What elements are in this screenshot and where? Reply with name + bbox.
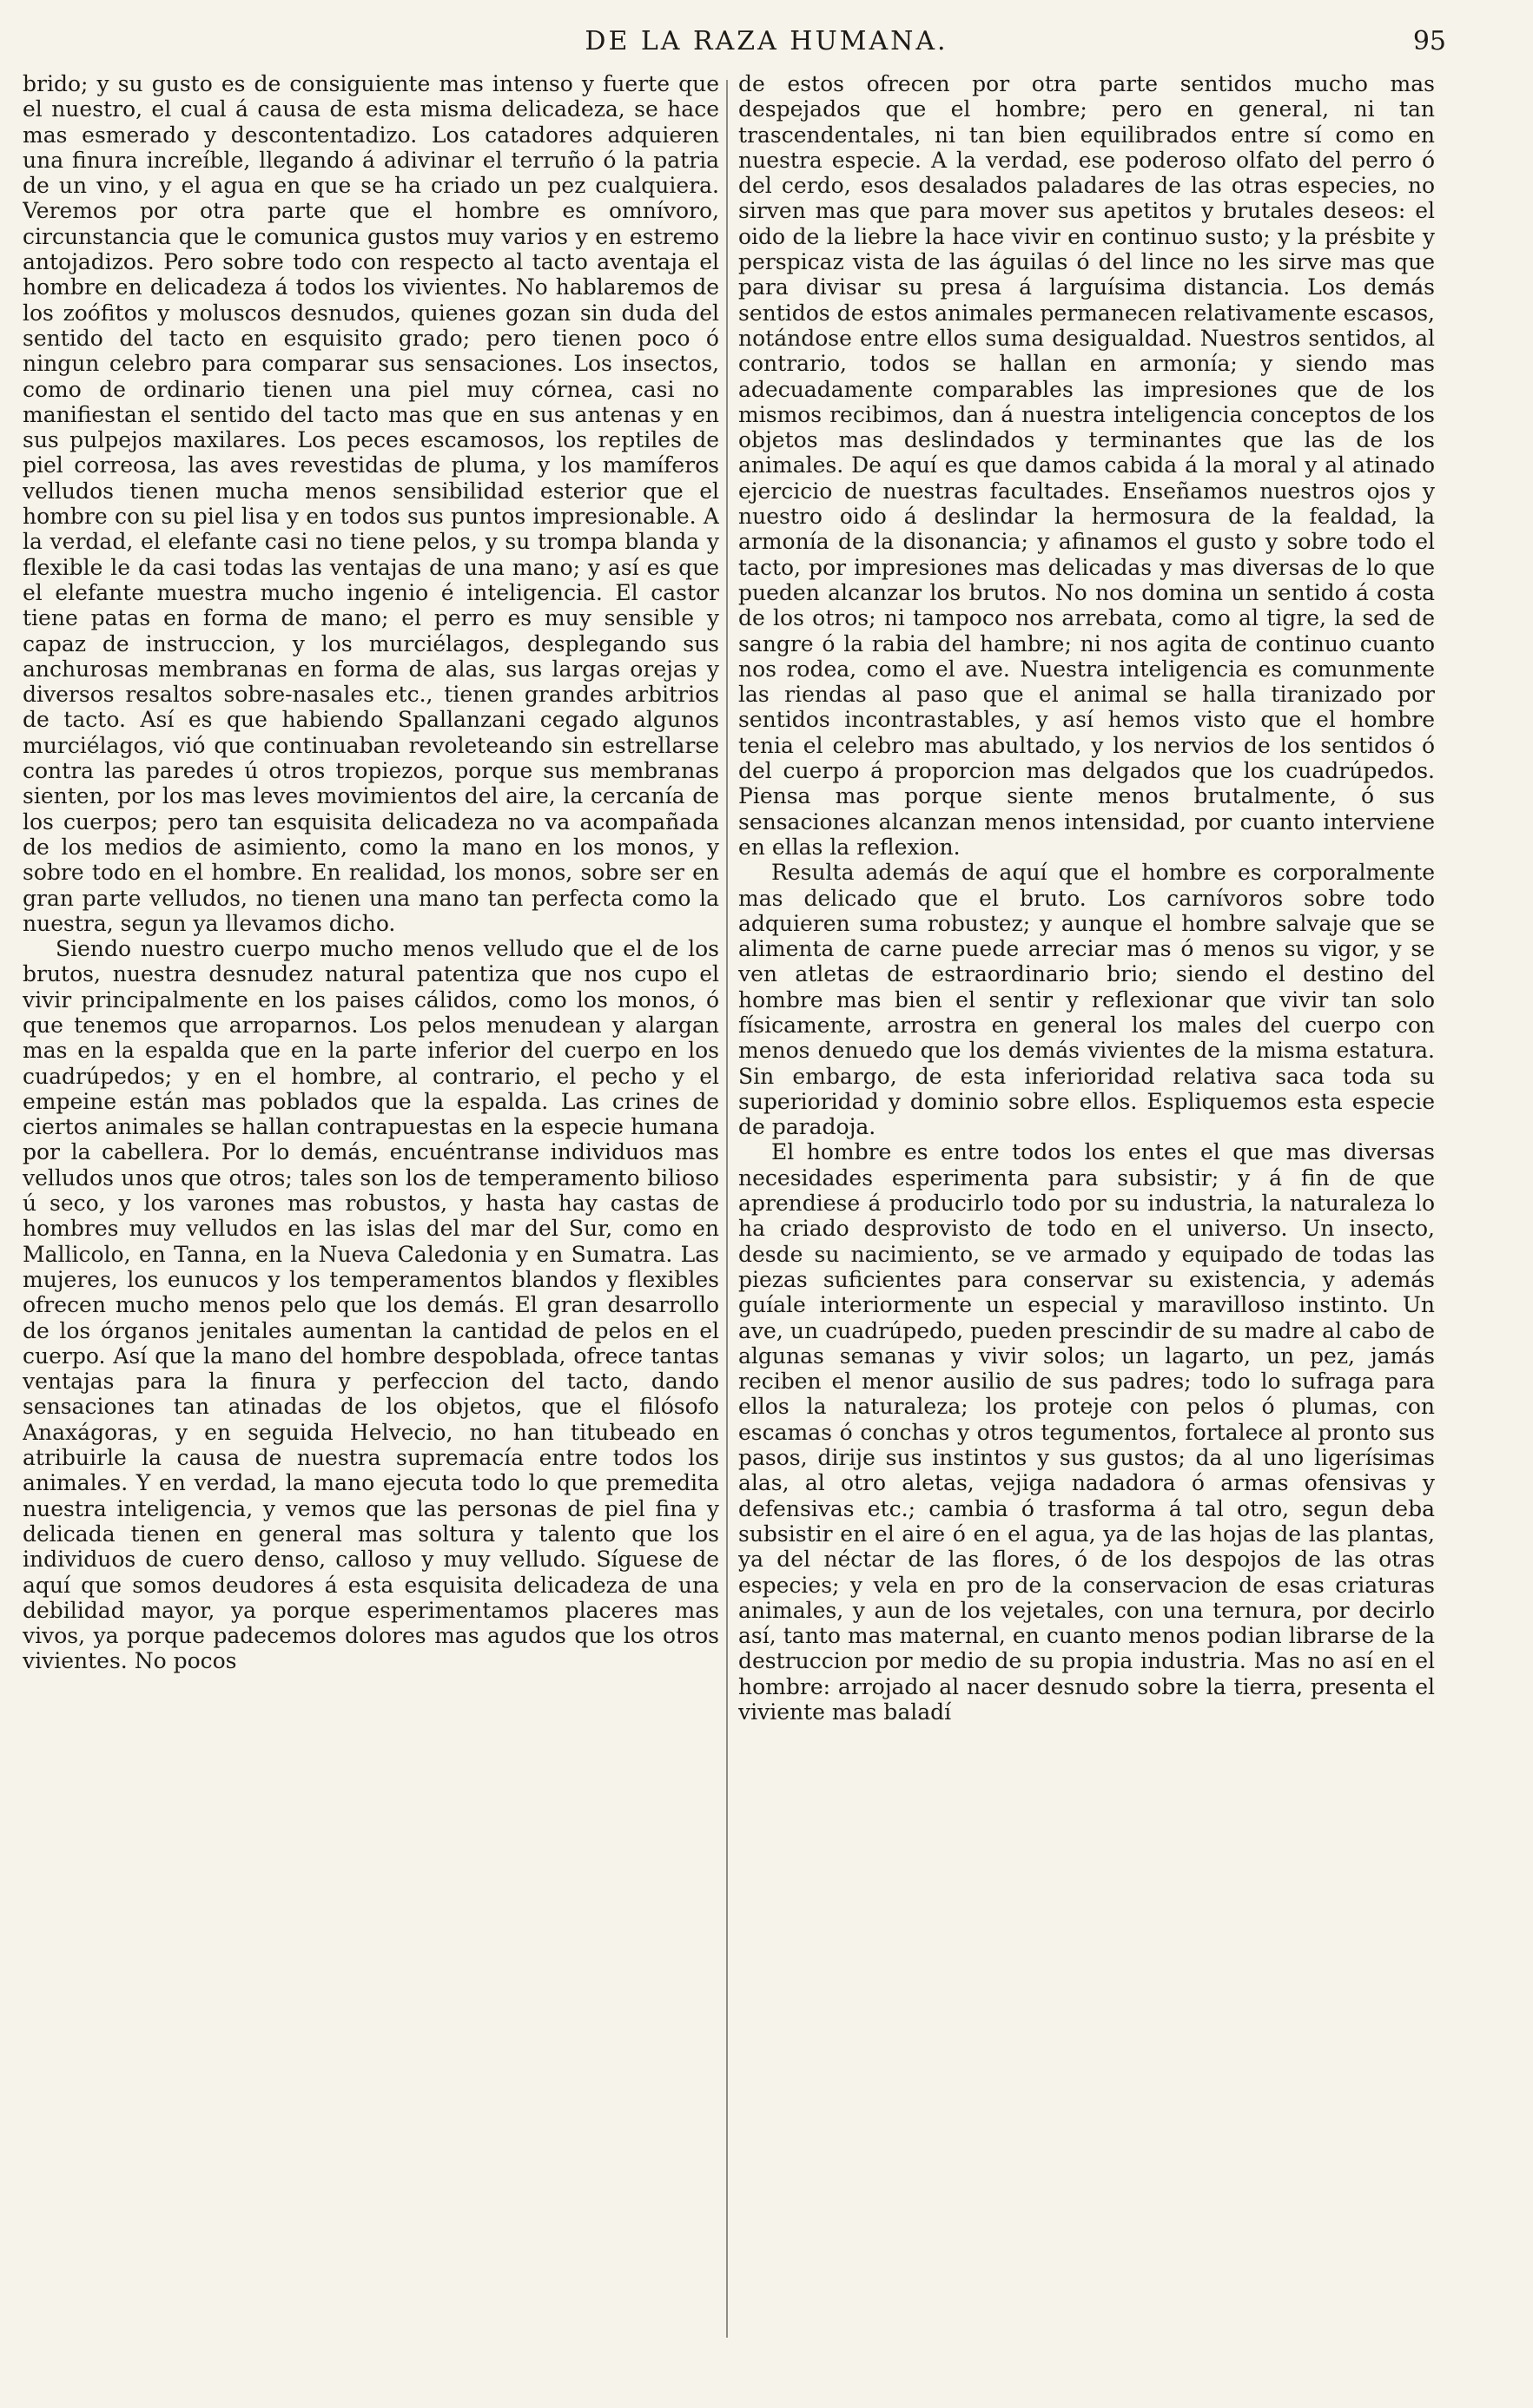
left-column [23, 71, 719, 2346]
left-paragraph-2: Siendo nuestro cuerpo mucho menos velludo que el de los brutos, nuestra desnudez natural patentiza que nos cupo el vivir principalmente en los paises cálidos, como los monos, ó que tenemos que arroparnos. Los pelos menudean y alargan mas en la espalda que en la parte inferior del cuerpo en los cuadrúpedos; y en el hombre, al contrario, el pecho y el empeine están mas poblados que la espalda. Las crines de ciertos animales se hallan contrapuestas en la especie humana por la cabellera. Por lo demás, encuéntranse individuos mas velludos unos que otros; tales son los de temperamento bilioso ú seco, y los varones mas robustos, y hasta hay castas de hombres muy velludos en las islas del mar del Sur, como en Mallicolo, en Tanna, en la Nueva Caledonia y en Sumatra. Las mujeres, los eunucos y los temperamentos blandos y flexibles ofrecen mucho menos pelo que los demás. El gran desarrollo de los órganos jenitales aumentan la cantidad de pelos en el cuerpo. Así que la mano del hombre despoblada, ofrece tantas ventajas para la finura y perfeccion del tacto, dando sensaciones tan atinadas de los objetos, que el filósofo Anaxágoras, y en seguida Helvecio, no han titubeado en atribuirle la causa de nuestra supremacía entre todos los animales. Y en verdad, la mano ejecuta todo lo que premedita nuestra inteligencia, y vemos que las personas de piel fina y delicada tienen en general mas soltura y talento que los individuos de cuero denso, calloso y muy velludo. Síguese de aquí que somos deudores á esta esquisita delicadeza de una debilidad mayor, ya porque esperimentamos placeres mas vivos, ya porque padecemos dolores mas agudos que los otros vivientes. No pocos [23, 936, 719, 1674]
right-paragraph-1: de estos ofrecen por otra parte sentidos mucho mas despejados que el hombre; pero en general, ni tan trascendentales, ni tan bien equilibrados entre sí como en nuestra especie. A la verdad, ese poderoso olfato del perro ó del cerdo, esos desalados paladares de las otras especies, no sirven mas que para mover sus apetitos y brutales deseos: el oido de la liebre la hace vivir en continuo susto; y la présbite y perspicaz vista de las águilas ó del lince no les sirve mas que para divisar su presa á larguísima distancia. Los demás sentidos de estos animales permanecen relativamente escasos, notándose entre ellos suma desigualdad. Nuestros sentidos, al contrario, todos se hallan en armonía; y siendo mas adecuadamente comparables las impresiones que de los mismos recibimos, dan á nuestra inteligencia conceptos de los objetos mas deslindados y terminantes que las de los animales. De aquí es que damos cabida á la moral y al atinado ejercicio de nuestras facultades. Enseñamos nuestros ojos y nuestro oido á deslindar la hermosura de la fealdad, la armonía de la disonancia; y afinamos el gusto y sobre todo el tacto, por impresiones mas delicadas y mas diversas de lo que pueden alcanzar los brutos. No nos domina un sentido á costa de los otros; ni tampoco nos arrebata, como al tigre, la sed de sangre ó la rabia del hambre; ni nos agita de continuo cuanto nos rodea, como el ave. Nuestra inteligencia es comunmente las riendas al paso que el animal se halla tiranizado por sentidos incontrastables, y así hemos visto que el hombre tenia el celebro mas abultado, y los nervios de los sentidos ó del cuerpo á proporcion mas delgados que los cuadrúpedos. Piensa mas porque siente menos brutalmente, ó sus sensaciones alcanzan menos intensidad, por cuanto interviene en ellas la reflexion. [738, 71, 1435, 860]
column-divider [726, 80, 728, 2338]
left-paragraph-1: brido; y su gusto es de consiguiente mas intenso y fuerte que el nuestro, el cual á causa de esta misma delicadeza, se hace mas esmerado y descontentadizo. Los catadores adquieren una finura increíble, llegando á adivinar el terruño ó la patria de un vino, y el agua en que se ha criado un pez cualquiera. Veremos por otra parte que el hombre es omnívoro, circunstancia que le comunica gustos muy varios y en estremo antojadizos. Pero sobre todo con respecto al tacto aventaja el hombre en delicadeza á todos los vivientes. No hablaremos de los zoófitos y moluscos desnudos, quienes gozan sin duda del sentido del tacto en esquisito grado; pero tienen poco ó ningun celebro para comparar sus sensaciones. Los insectos, como de ordinario tienen una piel muy córnea, casi no manifiestan el sentido del tacto mas que en sus antenas y en sus pulpejos maxilares. Los peces escamosos, los reptiles de piel correosa, las aves revestidas de pluma, y los mamíferos velludos tienen mucha menos sensibilidad esterior que el hombre con su piel lisa y en todos sus puntos impresionable. A la verdad, el elefante casi no tiene pelos, y su trompa blanda y flexible le da casi todas las ventajas de una mano; y así es que el elefante muestra mucho ingenio é inteligencia. El castor tiene patas en forma de mano; el perro es muy sensible y capaz de instruccion, y los murciélagos, desplegando sus anchurosas membranas en forma de alas, sus largas orejas y diversos resaltos sobre-nasales etc., tienen grandes arbitrios de tacto. Así es que habiendo Spallanzani cegado algunos murciélagos, vió que continuaban revoleteando sin estrellarse contra las paredes ú otros tropiezos, porque sus membranas sienten, por los mas leves movimientos del aire, la cercanía de los cuerpos; pero tan esquisita delicadeza no va acompañada de los medios de asimiento, como la mano en los monos, y sobre todo en el hombre. En realidad, los monos, sobre ser en gran parte velludos, no tienen una mano tan perfecta como la nuestra, segun ya llevamos dicho. [23, 71, 719, 936]
right-column [738, 71, 1435, 2346]
right-paragraph-3: El hombre es entre todos los entes el que mas diversas necesidades esperimenta para subsistir; y á fin de que aprendiese á producirlo todo por su industria, la naturaleza lo ha criado desprovisto de todo en el universo. Un insecto, desde su nacimiento, se ve armado y equipado de todas las piezas suficientes para conservar su existencia, y además guíale interiormente un especial y maravilloso instinto. Un ave, un cuadrúpedo, pueden prescindir de su madre al cabo de algunas semanas y vivir solos; un lagarto, un pez, jamás reciben el menor ausilio de sus padres; todo lo sufraga para ellos la naturaleza; los proteje con pelos ó plumas, con escamas ó conchas y otros tegumentos, fortalece al pronto sus pasos, dirije sus instintos y sus gustos; da al uno ligerísimas alas, al otro aletas, vejiga nadadora ó armas ofensivas y defensivas etc.; cambia ó trasforma á tal otro, segun deba subsistir en el aire ó en el agua, ya de las hojas de las plantas, ya del néctar de las flores, ó de los despojos de las otras especies; y vela en pro de la conservacion de esas criaturas animales, y aun de los vejetales, con una ternura, por decirlo así, tanto mas maternal, en cuanto menos podian librarse de la destruccion por medio de su propia industria. Mas no así en el hombre: arrojado al nacer desnudo sobre la tierra, presenta el viviente mas baladí [738, 1139, 1435, 1725]
page-number: 95 [1412, 26, 1446, 56]
right-paragraph-2: Resulta además de aquí que el hombre es corporalmente mas delicado que el bruto. Los carnívoros sobre todo adquieren suma robustez; y aunque el hombre salvaje que se alimenta de carne puede arreciar mas ó menos su vigor, y se ven atletas de estraordinario brio; siendo el destino del hombre mas bien el sentir y reflexionar que vivir tan solo físicamente, arrostra en general los males del cuerpo con menos denuedo que los demás vivientes de la misma estatura. Sin embargo, de esta inferioridad relativa saca toda su superioridad y dominio sobre ellos. Espliquemos esta especie de paradoja. [738, 860, 1435, 1140]
running-head [0, 26, 1533, 61]
running-title: DE LA RAZA HUMANA. [585, 26, 948, 56]
